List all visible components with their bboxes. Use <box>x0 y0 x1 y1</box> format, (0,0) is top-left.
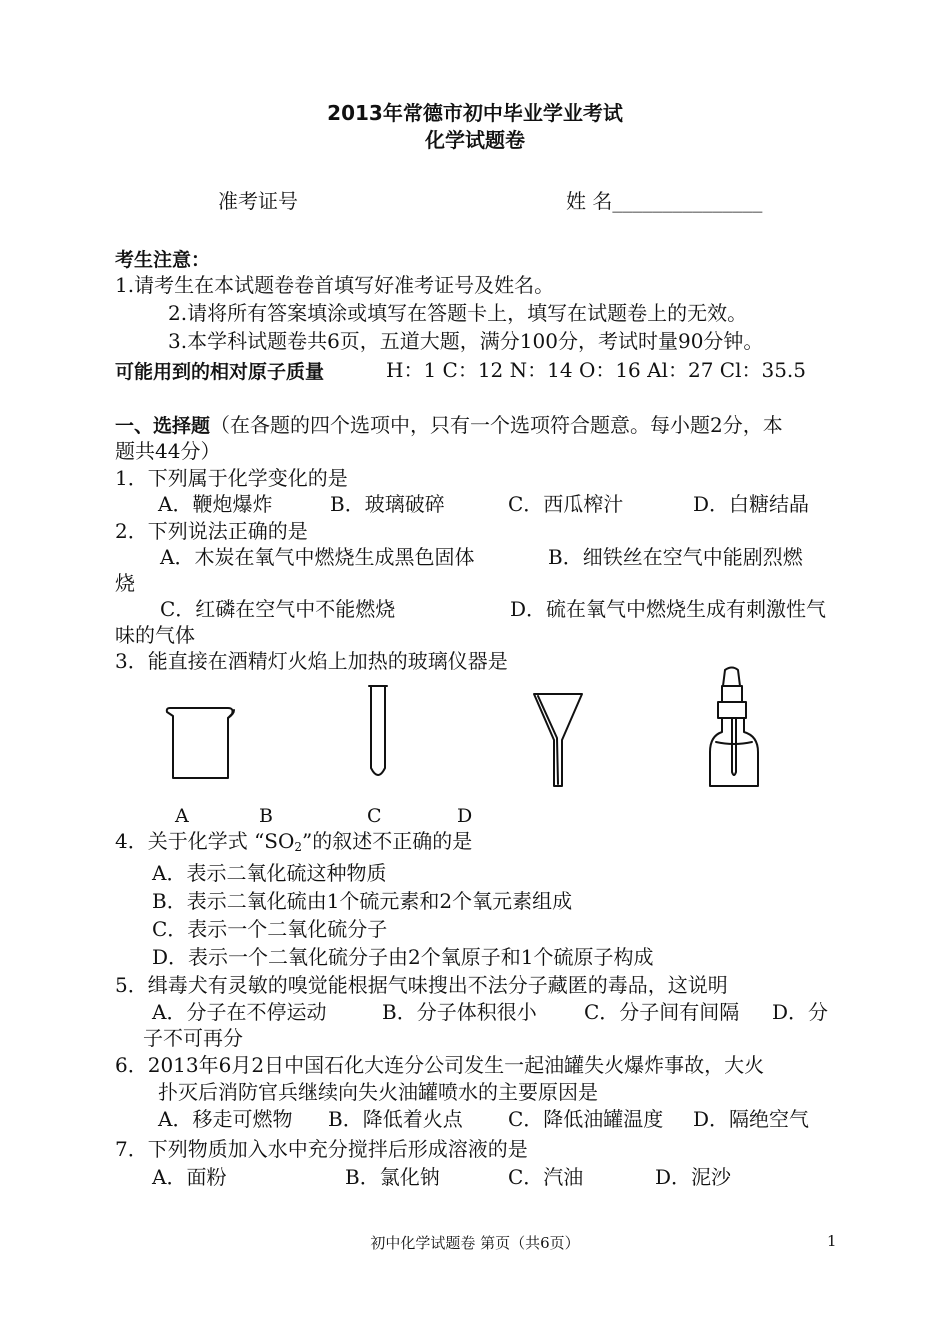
page-number: 1 <box>827 1232 837 1250</box>
q2-option-a: A．木炭在氧气中燃烧生成黑色固体 <box>160 545 475 569</box>
section1-line2: 题共44分） <box>115 439 221 463</box>
q2-option-d-cont: 味的气体 <box>115 623 195 647</box>
atomic-mass-label: 可能用到的相对原子质量 <box>115 361 325 383</box>
notice-item-2: 2.请将所有答案填涂或填写在答题卡上，填写在试题卷上的无效。 <box>168 301 748 325</box>
q6-stem: 6．2013年6月2日中国石化大连分公司发生一起油罐失火爆炸事故，大火 <box>115 1053 765 1077</box>
name-label <box>566 188 762 214</box>
q5-option-b: B．分子体积很小 <box>382 1000 537 1024</box>
q3-label-c: C <box>367 805 382 827</box>
q6-option-c: C．降低油罐温度 <box>508 1107 664 1131</box>
q7-option-a: A．面粉 <box>152 1165 227 1189</box>
exam-subtitle: 化学试题卷 <box>425 128 525 152</box>
q5-stem: 5．缉毒犬有灵敏的嗅觉能根据气味搜出不法分子藏匿的毒品，这说明 <box>115 973 728 997</box>
q6-option-b: B．降低着火点 <box>328 1107 463 1131</box>
section1-instruction: （在各题的四个选项中，只有一个选项符合题意。每小题2分，本 <box>210 413 783 437</box>
q5-option-c: C．分子间有间隔 <box>584 1000 740 1024</box>
q3-stem: 3．能直接在酒精灯火焰上加热的玻璃仪器是 <box>115 649 508 673</box>
exam-title: 2013年常德市初中毕业学业考试 <box>327 101 623 125</box>
footer-text: 初中化学试题卷 第页（共6页） <box>370 1234 580 1252</box>
section1-line1 <box>115 412 783 439</box>
q2-stem: 2．下列说法正确的是 <box>115 519 308 543</box>
q1-option-c: C．西瓜榨汁 <box>508 492 624 516</box>
q4-option-c: C．表示一个二氧化硫分子 <box>152 917 388 941</box>
q6-option-d: D．隔绝空气 <box>693 1107 810 1131</box>
q2-option-b-cont: 烧 <box>115 571 135 595</box>
q7-option-c: C．汽油 <box>508 1165 584 1189</box>
q6-stem-cont: 扑灭后消防官兵继续向失火油罐喷水的主要原因是 <box>158 1080 598 1104</box>
beaker-icon <box>167 708 234 778</box>
q4-stem-pre: 4．关于化学式 “SO <box>115 829 295 853</box>
name-label-text: 姓 名 <box>566 189 613 213</box>
q3-label-a: A <box>175 805 189 827</box>
name-blank: _______________ <box>612 189 763 213</box>
atomic-mass-values: H：1 C：12 N：14 O：16 Al：27 Cl：35.5 <box>386 358 807 382</box>
q7-option-d: D．泥沙 <box>655 1165 732 1189</box>
dropper-bottle-icon <box>710 668 758 787</box>
lab-apparatus-figure <box>150 660 800 800</box>
q3-label-d: D <box>457 805 473 827</box>
q1-option-a: A．鞭炮爆炸 <box>158 492 273 516</box>
q4-option-d: D．表示一个二氧化硫分子由2个氧原子和1个硫原子构成 <box>152 945 654 969</box>
q7-stem: 7．下列物质加入水中充分搅拌后形成溶液的是 <box>115 1137 528 1161</box>
section1-heading: 一、选择题 <box>115 415 211 437</box>
q4-stem <box>115 828 472 860</box>
q1-option-b: B．玻璃破碎 <box>330 492 445 516</box>
q5-option-d: D．分 <box>772 1000 829 1024</box>
q4-stem-subscript: 2 <box>294 840 303 854</box>
q4-option-b: B．表示二氧化硫由1个硫元素和2个氧元素组成 <box>152 889 573 913</box>
q4-stem-post: ”的叙述不正确的是 <box>302 829 473 853</box>
q2-option-b: B．细铁丝在空气中能剧烈燃 <box>548 545 803 569</box>
notice-item-3: 3.本学科试题卷共6页，五道大题，满分100分，考试时量90分钟。 <box>168 329 764 353</box>
q5-option-d-cont: 子不可再分 <box>143 1026 243 1050</box>
q7-option-b: B．氯化钠 <box>345 1165 440 1189</box>
q4-option-a: A．表示二氧化硫这种物质 <box>152 861 387 885</box>
q5-option-a: A．分子在不停运动 <box>152 1000 327 1024</box>
test-tube-icon <box>369 686 387 775</box>
q2-option-d: D．硫在氧气中燃烧生成有刺激性气 <box>510 597 827 621</box>
notice-heading: 考生注意： <box>115 249 211 271</box>
funnel-icon <box>534 694 582 786</box>
q1-option-d: D．白糖结晶 <box>693 492 810 516</box>
q6-option-a: A．移走可燃物 <box>158 1107 293 1131</box>
exam-id-label: 准考证号 <box>218 189 298 213</box>
q3-label-b: B <box>259 805 273 827</box>
q1-stem: 1．下列属于化学变化的是 <box>115 466 348 490</box>
notice-item-1: 1.请考生在本试题卷卷首填写好准考证号及姓名。 <box>115 273 555 297</box>
q2-option-c: C．红磷在空气中不能燃烧 <box>160 597 396 621</box>
